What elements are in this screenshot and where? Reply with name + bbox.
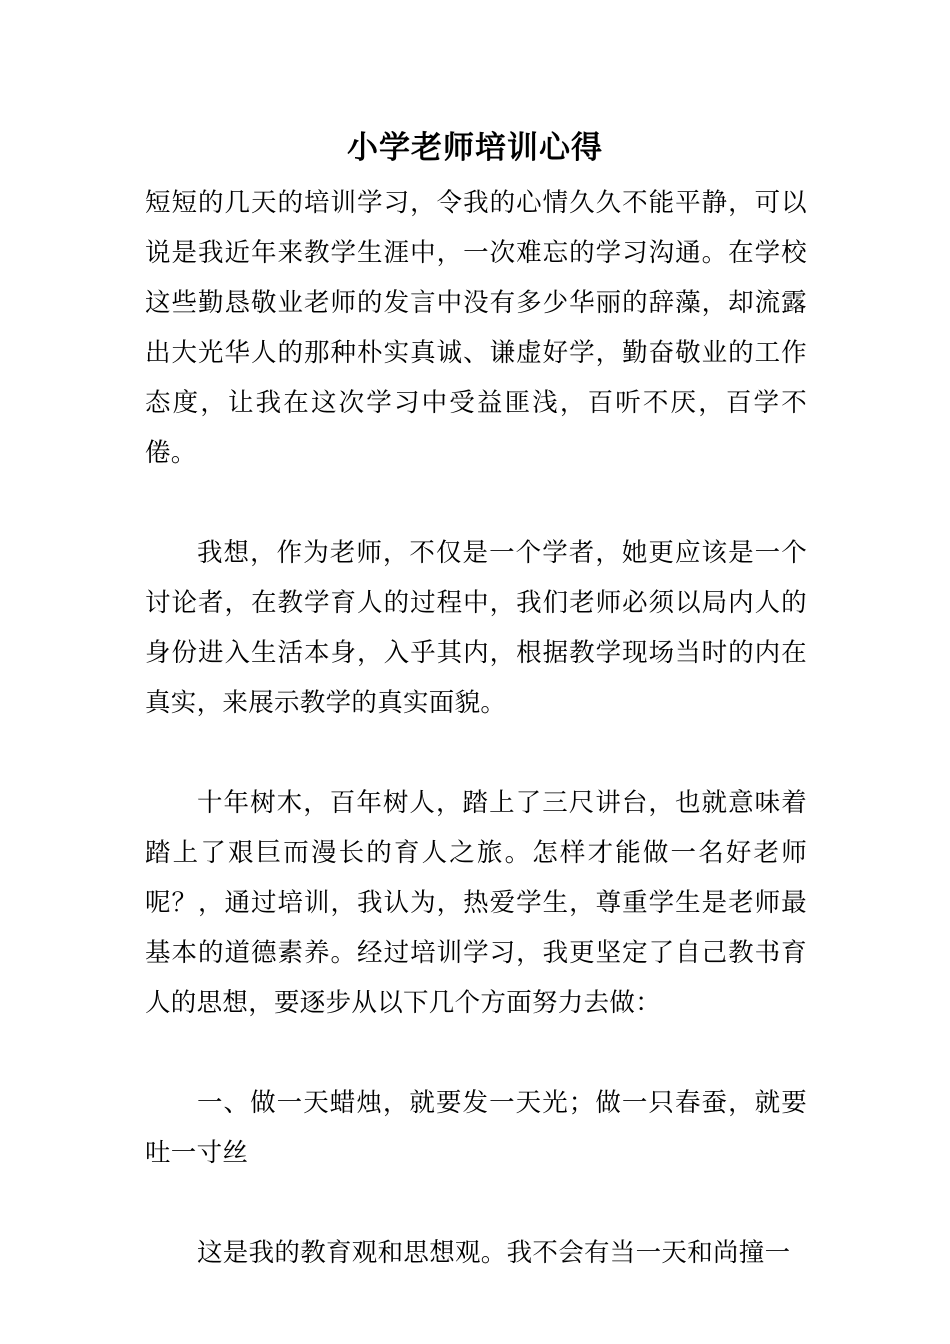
paragraph-gap (145, 728, 807, 778)
paragraph-3: 十年树木，百年树人，踏上了三尺讲台，也就意味着踏上了艰巨而漫长的育人之旅。怎样才能做一名好老师呢？，通过培训，我认为，热爱学生，尊重学生是老师最基本的道德素养。经过培训学习，我更坚定了自己教书育人的思想，要逐步从以下几个方面努力去做： (145, 788, 807, 1018)
paragraph-5: 这是我的教育观和思想观。我不会有当一天和尚撞一 (197, 1238, 791, 1268)
paragraph-gap (145, 1178, 807, 1228)
paragraph-2: 我想，作为老师，不仅是一个学者，她更应该是一个讨论者，在教学育人的过程中，我们老师必须以局内人的身份进入生活本身，入乎其内，根据教学现场当时的内在真实，来展示教学的真实面貌。 (145, 538, 807, 718)
paragraph-4: 一、做一天蜡烛，就要发一天光；做一只春蚕，就要吐一寸丝 (145, 1088, 807, 1168)
document-body (145, 178, 807, 1278)
paragraph-1: 短短的几天的培训学习，令我的心情久久不能平静，可以说是我近年来教学生涯中，一次难忘的学习沟通。在学校这些勤恳敬业老师的发言中没有多少华丽的辞藻，却流露出大光华人的那种朴实真诚、谦虚好学，勤奋敬业的工作态度，让我在这次学习中受益匪浅，百听不厌，百学不倦。 (145, 188, 807, 468)
paragraph-gap (145, 478, 807, 528)
paragraph-gap (145, 1028, 807, 1078)
document-title: 小学老师培训心得 (347, 130, 603, 166)
